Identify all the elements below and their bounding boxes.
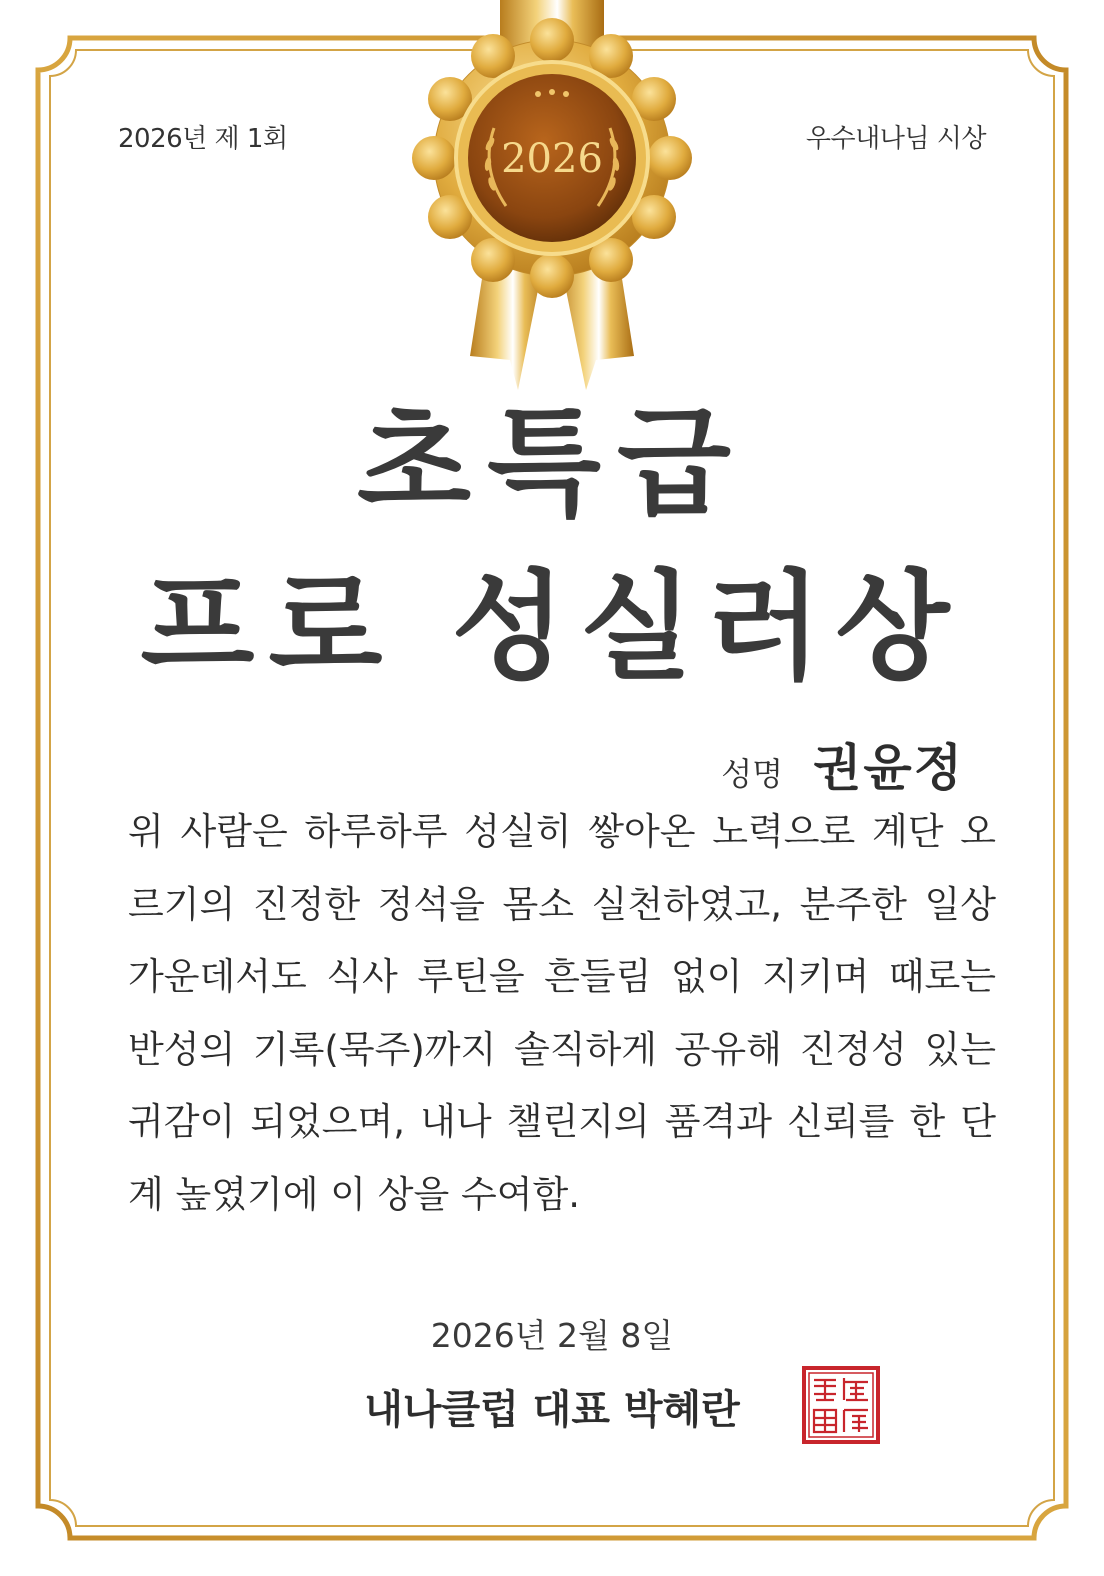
recipient-label: 성명 [721,755,784,793]
award-date: 2026년 2월 8일 [430,1316,674,1355]
award-title-line2: 프로 성실러상 [140,558,964,696]
recipient-row [721,728,964,800]
citation-text: 위 사람은 하루하루 성실히 쌓아온 노력으로 계단 오르기의 진정한 정석을 몸소 실천하였고, 분주한 일상 가운데서도 식사 루틴을 흔들림 없이 지키며 때로는 반성의 기록(묵주)까지 솔직하게 공유해 진정성 있는 귀감이 되었으며, 내나 챌린지의 품격과 신뢰를 한 단계 높였기에 이 상을 수여함. [128,810,996,1216]
medal-year: 2026 [501,136,603,182]
award-title-line1: 초특급 [357,394,747,532]
red-seal-stamp-icon [802,1366,880,1444]
issuer-signature: 내나클럽 대표 박혜란 [364,1387,740,1433]
edition-label: 2026년 제 1회 [118,124,288,154]
recipient-name: 권윤정 [813,739,964,797]
award-category: 우수내나님 시상 [805,124,986,154]
gold-medal-icon [400,0,704,400]
